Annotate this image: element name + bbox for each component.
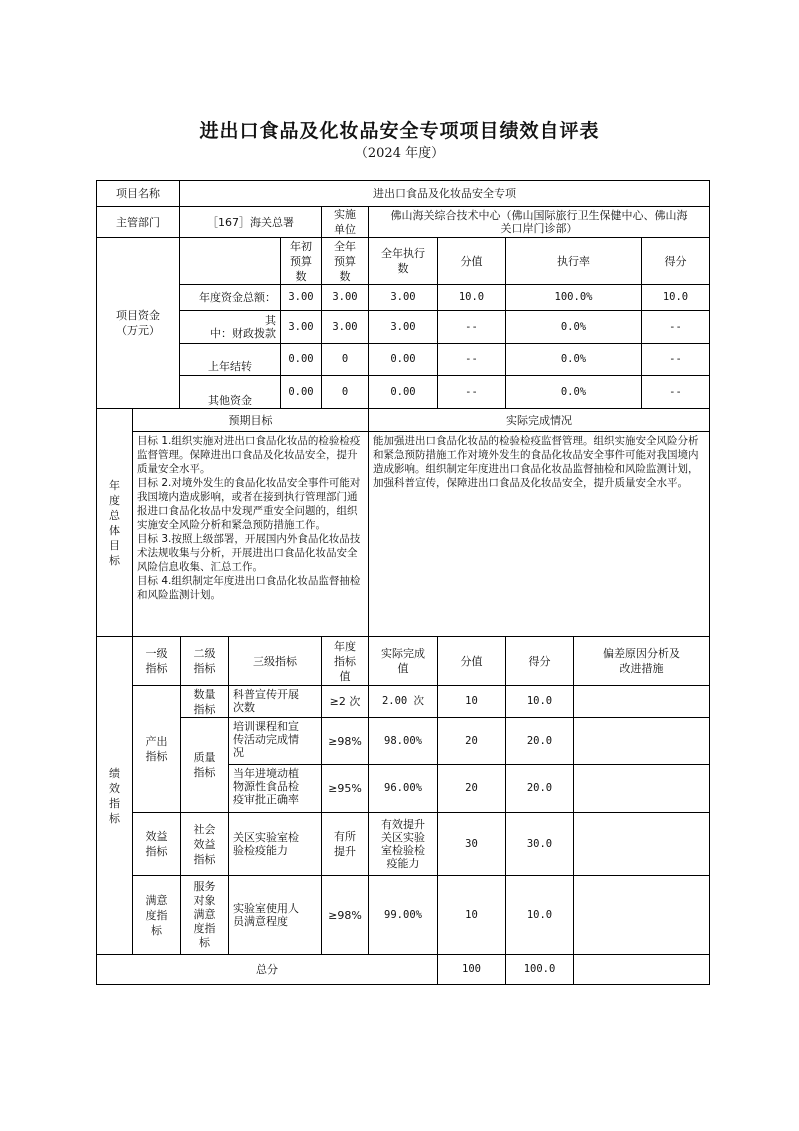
unit-label: 实施 单位 xyxy=(321,206,369,238)
indicator-row-note xyxy=(573,812,710,876)
funds-header-blank xyxy=(179,237,281,285)
total-score-value: 100 xyxy=(437,954,506,985)
funds-row-full: 0 xyxy=(321,375,369,409)
indicator-row-score-value: 30 xyxy=(437,812,506,876)
funds-row-full: 0 xyxy=(321,343,369,376)
actual-completion-header: 实际完成情况 xyxy=(368,408,710,432)
indicator-row-note xyxy=(573,685,710,718)
funds-row-score-value: 10.0 xyxy=(437,284,506,311)
header-level1: 一级 指标 xyxy=(132,636,181,686)
indicator-row-score: 20.0 xyxy=(505,764,574,813)
indicator-row-score: 10.0 xyxy=(505,685,574,718)
funds-row-exec: 3.00 xyxy=(368,284,438,311)
funds-row-score-value: -- xyxy=(437,343,506,376)
funds-row-label: 其 中：财政拨款 xyxy=(179,310,281,344)
indicator-row-target: ≥95% xyxy=(321,764,369,813)
benefit-indicator-label: 效益 指标 xyxy=(132,812,181,876)
funds-header-rate: 执行率 xyxy=(505,237,642,285)
indicator-row-target: 有所 提升 xyxy=(321,812,369,876)
header-score-value: 分值 xyxy=(437,636,506,686)
total-label: 总分 xyxy=(96,954,438,985)
dept-label: 主管部门 xyxy=(96,206,180,238)
funds-row-score-value: -- xyxy=(437,375,506,409)
indicator-row-score-value: 10 xyxy=(437,685,506,718)
header-level2: 二级 指标 xyxy=(180,636,229,686)
indicator-row-target: ≥98% xyxy=(321,717,369,765)
indicator-row-name: 当年进境动植 物源性食品检 疫审批正确率 xyxy=(228,764,322,813)
header-level3: 三级指标 xyxy=(228,636,322,686)
indicator-row-name: 关区实验室检 验检疫能力 xyxy=(228,812,322,876)
output-indicator-label: 产出 指标 xyxy=(132,685,181,813)
total-score: 100.0 xyxy=(505,954,574,985)
funds-row-rate: 100.0% xyxy=(505,284,642,311)
header-target: 年度 指标 值 xyxy=(321,636,369,686)
indicator-row-target: ≥98% xyxy=(321,875,369,955)
indicator-row-actual: 96.00% xyxy=(368,764,438,813)
indicator-row-score-value: 20 xyxy=(437,717,506,765)
indicator-row-actual: 98.00% xyxy=(368,717,438,765)
indicator-row-name: 科普宣传开展 次数 xyxy=(228,685,322,718)
indicator-row-score: 10.0 xyxy=(505,875,574,955)
funds-row-plan: 3.00 xyxy=(280,310,322,344)
form-year: （2024 年度） xyxy=(354,146,445,161)
service-satisfaction-label: 服务 对象 满意 度指 标 xyxy=(180,875,229,955)
expected-goals-header: 预期目标 xyxy=(132,408,369,432)
goals-label: 年 度 总 体 目 标 xyxy=(96,408,133,637)
funds-row-score: -- xyxy=(641,375,710,409)
funds-row-score: -- xyxy=(641,310,710,344)
social-benefit-label: 社会 效益 指标 xyxy=(180,812,229,876)
indicator-row-actual: 有效提升 关区实验 室检验检 疫能力 xyxy=(368,812,438,876)
indicator-row-note xyxy=(573,717,710,765)
funds-header-plan: 年初 预算 数 xyxy=(280,237,322,285)
indicator-row-actual: 2.00 次 xyxy=(368,685,438,718)
funds-row-exec: 0.00 xyxy=(368,375,438,409)
funds-row-exec: 0.00 xyxy=(368,343,438,376)
actual-completion-text: 能加强进出口食品化妆品的检验检疫监督管理。组织实施安全风险分析和紧急预防措施工作对境外发生的食品化妆品安全事件可能对我国境内造成影响。组织制定年度进出口食品化妆品监督抽检和风险监测计划，加强科普宣传，保障进出口食品及化妆品安全，提升质量安全水平。 xyxy=(368,431,710,637)
indicators-label: 绩 效 指 标 xyxy=(96,636,133,955)
expected-goals-text: 目标 1.组织实施对进出口食品化妆品的检验检疫监督管理。保障进出口食品及化妆品安全，提升质量安全水平。 目标 2.对境外发生的食品化妆品安全事件可能对我国境内造成影响，或者在接到执行管理部门通报进口食品化妆品中发现严重安全问题的，组织实施安全风险分析和紧急预防措施工作。 目标 3.按照上级部署，开展国内外食品化妆品技术法规收集与分析，开展进出口食品化妆品安全风险信息收集、汇总工作。 目标 4.组织制定年度进出口食品化妆品监督抽检和风险监测计划。 xyxy=(132,431,369,637)
indicator-row-score: 20.0 xyxy=(505,717,574,765)
funds-row-plan: 0.00 xyxy=(280,375,322,409)
funds-header-score: 得分 xyxy=(641,237,710,285)
indicator-row-score-value: 20 xyxy=(437,764,506,813)
funds-row-plan: 3.00 xyxy=(280,284,322,311)
header-actual: 实际完成 值 xyxy=(368,636,438,686)
funds-row-label: 年度资金总额： xyxy=(179,284,281,311)
funds-row-plan: 0.00 xyxy=(280,343,322,376)
funds-row-score-value: -- xyxy=(437,310,506,344)
funds-row-full: 3.00 xyxy=(321,310,369,344)
header-deviation-note: 偏差原因分析及 改进措施 xyxy=(573,636,710,686)
project-name-label: 项目名称 xyxy=(96,180,180,207)
funds-label: 项目资金 （万元） xyxy=(96,237,180,409)
unit-value: 佛山海关综合技术中心（佛山国际旅行卫生保健中心、佛山海 关口岸门诊部） xyxy=(368,206,710,238)
form-title: 进出口食品及化妆品安全专项项目绩效自评表 xyxy=(199,120,600,142)
funds-row-label: 上年结转 xyxy=(179,343,281,376)
funds-header-full: 全年 预算 数 xyxy=(321,237,369,285)
satisfaction-indicator-label: 满意 度指 标 xyxy=(132,875,181,955)
indicator-row-score: 30.0 xyxy=(505,812,574,876)
dept-value: ［167］海关总署 xyxy=(179,206,322,238)
header-score: 得分 xyxy=(505,636,574,686)
funds-row-score: 10.0 xyxy=(641,284,710,311)
quantity-indicator-label: 数量 指标 xyxy=(180,685,229,718)
indicator-row-actual: 99.00% xyxy=(368,875,438,955)
indicator-row-note xyxy=(573,764,710,813)
funds-row-exec: 3.00 xyxy=(368,310,438,344)
funds-header-exec: 全年执行 数 xyxy=(368,237,438,285)
funds-row-rate: 0.0% xyxy=(505,310,642,344)
funds-header-score-value: 分值 xyxy=(437,237,506,285)
funds-row-rate: 0.0% xyxy=(505,375,642,409)
quality-indicator-label: 质量 指标 xyxy=(180,717,229,813)
indicator-row-note xyxy=(573,875,710,955)
indicator-row-name: 培训课程和宣 传活动完成情 况 xyxy=(228,717,322,765)
total-note xyxy=(573,954,710,985)
project-name-value: 进出口食品及化妆品安全专项 xyxy=(179,180,710,207)
funds-row-rate: 0.0% xyxy=(505,343,642,376)
funds-row-score: -- xyxy=(641,343,710,376)
indicator-row-name: 实验室使用人 员满意程度 xyxy=(228,875,322,955)
indicator-row-score-value: 10 xyxy=(437,875,506,955)
funds-row-full: 3.00 xyxy=(321,284,369,311)
indicator-row-target: ≥2 次 xyxy=(321,685,369,718)
funds-row-label: 其他资金 xyxy=(179,375,281,409)
